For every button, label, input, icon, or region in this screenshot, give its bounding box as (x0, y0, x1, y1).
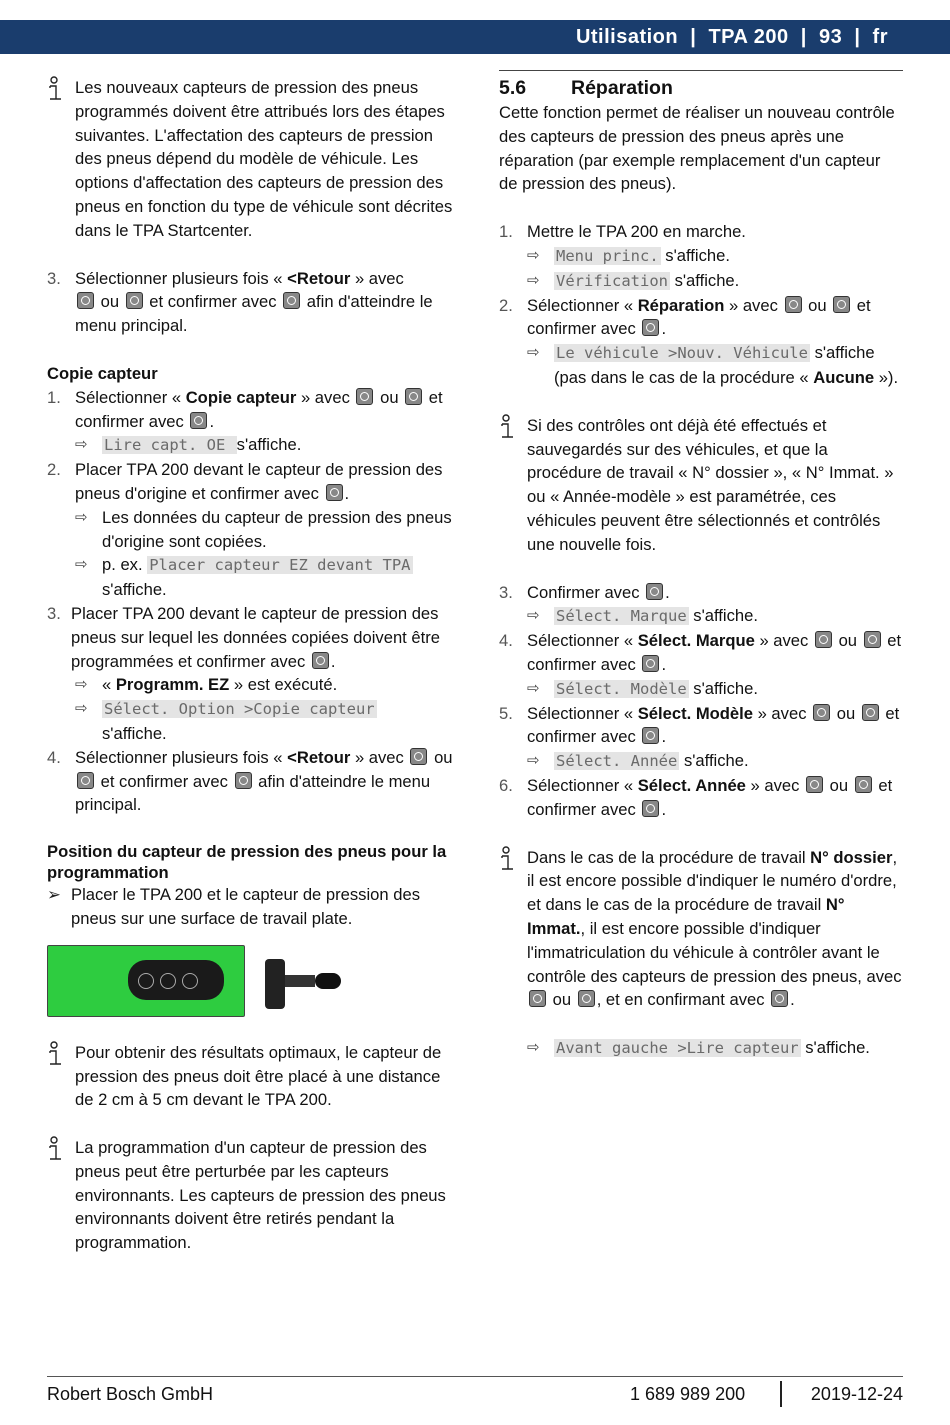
tool-button-icon (182, 973, 198, 989)
step-text: afin d'atteindre le menu principal. (75, 771, 431, 815)
confirm-button-icon (771, 990, 788, 1007)
arrow-right-icon: ⇨ (527, 679, 540, 697)
result (47, 433, 457, 458)
confirm-button-icon (642, 319, 659, 336)
step-text: » avec (724, 295, 783, 315)
up-button-icon (815, 631, 832, 648)
step-number: 3. (47, 603, 61, 623)
tool-button-icon (138, 973, 154, 989)
result-text: p. ex. (102, 555, 148, 575)
step-text: et confirmer avec (75, 387, 443, 431)
step-number: 1. (499, 222, 513, 242)
result-text: »). (874, 367, 899, 387)
step (47, 602, 457, 673)
note-bold: N° dossier (810, 847, 893, 867)
instruction (47, 883, 457, 931)
result-text: s'affiche. (800, 1038, 870, 1058)
footer-company: Robert Bosch GmbH (47, 1384, 214, 1404)
step-text: » avec (350, 747, 409, 767)
result-text: s'affiche. (669, 270, 740, 290)
up-button-icon (529, 990, 546, 1007)
step-text: Sélectionner plusieurs fois « (75, 268, 288, 288)
step-text: ou (832, 703, 860, 723)
up-button-icon (785, 296, 802, 313)
step-number: 5. (499, 703, 513, 723)
step-text: ou (375, 387, 404, 407)
step-text: Sélectionner « (527, 703, 638, 723)
footer-divider (780, 1381, 782, 1407)
note-part: , il est encore possible d'indiquer l'immatriculation du véhicule à contrôler avant le contrôle des capteurs de pression des pneus, avec (527, 918, 902, 986)
note-text: Les nouveaux capteurs de pression des pneus programmés doivent être attribués lors des étapes suivantes. L'affectation des capteurs de pression des pneus dépend du modèle de véhicule. Les options d'affectation des capteurs de pression des pneus en fonction du type de véhicule sont décrites dans le TPA Startcenter. (75, 78, 453, 240)
header-lang: fr (872, 26, 888, 48)
arrow-right-icon: ⇨ (527, 271, 540, 289)
result (47, 673, 457, 697)
step-text: » avec (752, 703, 812, 723)
info-note (499, 846, 903, 1013)
footer-docno: 1 689 989 200 (630, 1384, 746, 1404)
section-heading: Copie capteur (47, 363, 158, 383)
step-text: et confirmer avec (527, 775, 893, 819)
note-text: La programmation d'un capteur de pression des pneus peut être perturbée par les capteurs environnants. Les capteurs de pression des pneus environnants doivent être retirés pendant la programmation. (75, 1138, 446, 1253)
step (499, 294, 903, 342)
tool-panel (128, 960, 224, 1000)
info-icon (499, 846, 517, 879)
step (47, 386, 457, 434)
step-text: . (330, 651, 336, 671)
up-button-icon (813, 704, 830, 721)
arrow-right-icon: ⇨ (75, 508, 88, 526)
step-text: ou (96, 292, 124, 312)
result-text: s'affiche. (688, 678, 758, 698)
result (47, 506, 457, 554)
step-text: et confirmer avec (527, 631, 902, 674)
display-text: Sélect. Modèle (556, 679, 687, 698)
up-button-icon (410, 748, 427, 765)
step (499, 774, 903, 822)
down-button-icon (833, 296, 850, 313)
step-bold: Sélect. Marque (637, 631, 755, 651)
step (499, 581, 903, 605)
note-part: , il est encore possible d'indiquer le numéro d'ordre, et dans le cas de la procédure de travail (527, 847, 898, 915)
step-number: 2. (499, 295, 513, 315)
result (47, 553, 457, 602)
info-icon (47, 76, 65, 109)
header-text: Utilisation | TPA 200 | 93 | fr (575, 26, 888, 48)
tire-sensor-image (263, 951, 343, 1013)
result (499, 244, 903, 269)
display-text: Sélect. Marque (556, 607, 687, 626)
display-text: Le véhicule >Nouv. Véhicule (556, 344, 808, 363)
up-button-icon (806, 776, 823, 793)
step-bold: Copie capteur (185, 387, 297, 407)
note-part: ou (548, 990, 576, 1010)
result-text: » est exécuté. (229, 675, 338, 695)
step-text: et confirmer avec (527, 295, 871, 339)
step-text: Mettre le TPA 200 en marche. (527, 222, 746, 242)
step-text: » avec (745, 775, 805, 795)
step-text: ou (833, 631, 862, 651)
step-text: ou (429, 747, 453, 767)
result (499, 341, 903, 390)
info-note (47, 76, 457, 243)
section-name: Réparation (571, 77, 673, 99)
step-text: . (661, 799, 667, 819)
up-button-icon (77, 292, 94, 309)
info-note (47, 1041, 457, 1112)
confirm-button-icon (642, 655, 659, 672)
down-button-icon (855, 776, 872, 793)
result-text: s'affiche. (679, 751, 749, 771)
step-text: . (665, 582, 670, 602)
note-bold: N° Immat. (527, 895, 845, 938)
info-note (47, 1136, 457, 1255)
arrow-right-icon: ⇨ (527, 246, 540, 264)
header-product: TPA 200 (708, 26, 789, 48)
result-text: s'affiche. (660, 245, 730, 265)
note-text: Pour obtenir des résultats optimaux, le capteur de pression des pneus doit être placé à une distance de 2 cm à 5 cm devant le TPA 200. (75, 1042, 442, 1110)
display-text: Sélect. Option >Copie capteur (104, 700, 375, 719)
step-number: 6. (499, 775, 513, 795)
result-text: s'affiche. (102, 580, 167, 600)
arrow-right-icon: ⇨ (75, 436, 88, 454)
step-text: » avec (350, 268, 404, 288)
result-text: s'affiche. (102, 723, 167, 743)
result (499, 269, 903, 294)
step (499, 629, 903, 677)
display-text: Menu princ. (556, 246, 659, 265)
step-bold: Sélect. Année (637, 775, 746, 795)
step-text: . (661, 654, 667, 674)
section-number: 5.6 (499, 77, 527, 99)
result (499, 749, 903, 774)
step-text: » avec (754, 631, 813, 651)
step-text: Sélectionner « (75, 387, 186, 407)
confirm-button-icon (312, 652, 329, 669)
result-text: « (102, 675, 116, 695)
down-button-icon (864, 631, 881, 648)
step-text: . (661, 319, 667, 339)
info-icon (499, 414, 517, 447)
result (499, 677, 903, 702)
result-bold: Aucune (813, 367, 875, 387)
header-section: Utilisation (575, 26, 679, 48)
down-button-icon (126, 292, 143, 309)
confirm-button-icon (646, 583, 663, 600)
arrow-right-icon: ⇨ (527, 752, 540, 770)
step-text: Placer TPA 200 devant le capteur de pression des pneus d'origine et confirmer avec (75, 460, 443, 503)
display-text: Vérification (556, 271, 668, 290)
result-bold: Programm. EZ (115, 675, 230, 695)
result-text: s'affiche. (688, 606, 758, 626)
step-bold: Sélect. Modèle (637, 703, 753, 723)
step-text: » avec (296, 387, 355, 407)
arrow-right-icon: ⇨ (527, 1039, 540, 1057)
step-text: Sélectionner « (527, 295, 638, 315)
section-title (499, 75, 903, 101)
step-number: 2. (47, 460, 61, 480)
step-text: ou (825, 775, 853, 795)
confirm-button-icon (642, 727, 659, 744)
step-number: 3. (499, 582, 513, 602)
right-column (499, 70, 903, 1061)
step-text: . (661, 727, 667, 747)
product-photos (47, 945, 457, 1017)
footer-date: 2019-12-24 (810, 1384, 903, 1404)
note-part: . (790, 990, 795, 1010)
step-bold: Réparation (637, 295, 725, 315)
left-column (47, 76, 457, 1255)
step (499, 220, 903, 244)
arrow-right-icon: ⇨ (75, 556, 88, 574)
intro-text: Cette fonction permet de réaliser un nouveau contrôle des capteurs de pression des pneus après une réparation (par exemple remplacement d'un capteur de pression des pneus). (499, 103, 895, 194)
step (47, 267, 457, 338)
down-button-icon (862, 704, 879, 721)
confirm-button-icon (190, 412, 207, 429)
down-button-icon (578, 990, 595, 1007)
info-note (499, 414, 903, 557)
result-text: Les données du capteur de pression des pneus d'origine sont copiées. (102, 507, 452, 551)
step-text: ou (803, 295, 832, 315)
tpa-tool-image (47, 945, 245, 1017)
arrow-right-icon: ⇨ (527, 607, 540, 625)
note-text: Si des contrôles ont déjà été effectués et sauvegardés sur des véhicules, et que la procédure de travail « N° dossier », « N° Immat. » ou « Année-modèle » est paramétrée, ces véhicules peuvent être sélectionnés et contrôlés une nouvelle fois. (527, 415, 894, 554)
arrow-right-icon: ⇨ (527, 344, 540, 362)
step-number: 3. (47, 268, 61, 288)
step-text: Confirmer avec (527, 582, 645, 602)
step (47, 746, 457, 817)
up-button-icon (356, 388, 373, 405)
arrow-right-icon: ⇨ (75, 700, 88, 718)
step-number: 4. (47, 747, 61, 767)
step (499, 702, 903, 750)
confirm-button-icon (283, 292, 300, 309)
note-text (527, 846, 903, 1013)
confirm-button-icon (642, 800, 659, 817)
step-text: . (209, 411, 215, 431)
page-footer (47, 1376, 903, 1404)
step-text: Sélectionner « (527, 631, 638, 651)
step-number: 1. (47, 387, 61, 407)
down-button-icon (405, 388, 422, 405)
result (499, 1036, 903, 1061)
step-bold: <Retour (287, 747, 351, 767)
instruction-text: Placer le TPA 200 et le capteur de pression des pneus sur une surface de travail plate. (71, 885, 420, 928)
confirm-button-icon (235, 772, 252, 789)
display-text: Avant gauche >Lire capteur (556, 1039, 799, 1058)
step-number: 4. (499, 631, 513, 651)
section-heading: Position du capteur de pression des pneus pour la programmation (47, 842, 447, 883)
step-text: et confirmer avec (144, 292, 282, 312)
confirm-button-icon (326, 484, 343, 501)
note-part: , et en confirmant avec (596, 990, 770, 1010)
info-icon (47, 1041, 65, 1074)
down-button-icon (77, 772, 94, 789)
display-text: Sélect. Année (556, 752, 678, 771)
step-text: afin d'atteindre le menu principal. (75, 292, 433, 336)
arrow-right-icon: ⇨ (75, 676, 88, 694)
step-text: . (344, 483, 350, 503)
display-text: Placer capteur EZ devant TPA (149, 556, 411, 575)
result (499, 604, 903, 629)
result-text: s'affiche. (236, 435, 302, 455)
step-text: et confirmer avec (527, 703, 900, 747)
step-text: Sélectionner « (527, 775, 638, 795)
header-page: 93 (818, 26, 843, 48)
result (47, 697, 457, 746)
result-text: s'affiche (pas dans le cas de la procédure « (554, 343, 875, 387)
arrow-bullet-icon: ➢ (47, 885, 61, 905)
display-text: Lire capt. OE (104, 436, 235, 455)
step-text: et confirmer avec (96, 771, 233, 791)
tool-button-icon (160, 973, 176, 989)
page-header (0, 20, 950, 54)
step-bold: <Retour (287, 268, 351, 288)
step (47, 458, 457, 506)
note-part: Dans le cas de la procédure de travail (527, 847, 811, 867)
info-icon (47, 1136, 65, 1169)
step-text: Placer TPA 200 devant le capteur de pression des pneus sur lequel les données copiées doivent être programmées et confirmer avec (71, 603, 441, 671)
step-text: Sélectionner plusieurs fois « (75, 747, 288, 767)
